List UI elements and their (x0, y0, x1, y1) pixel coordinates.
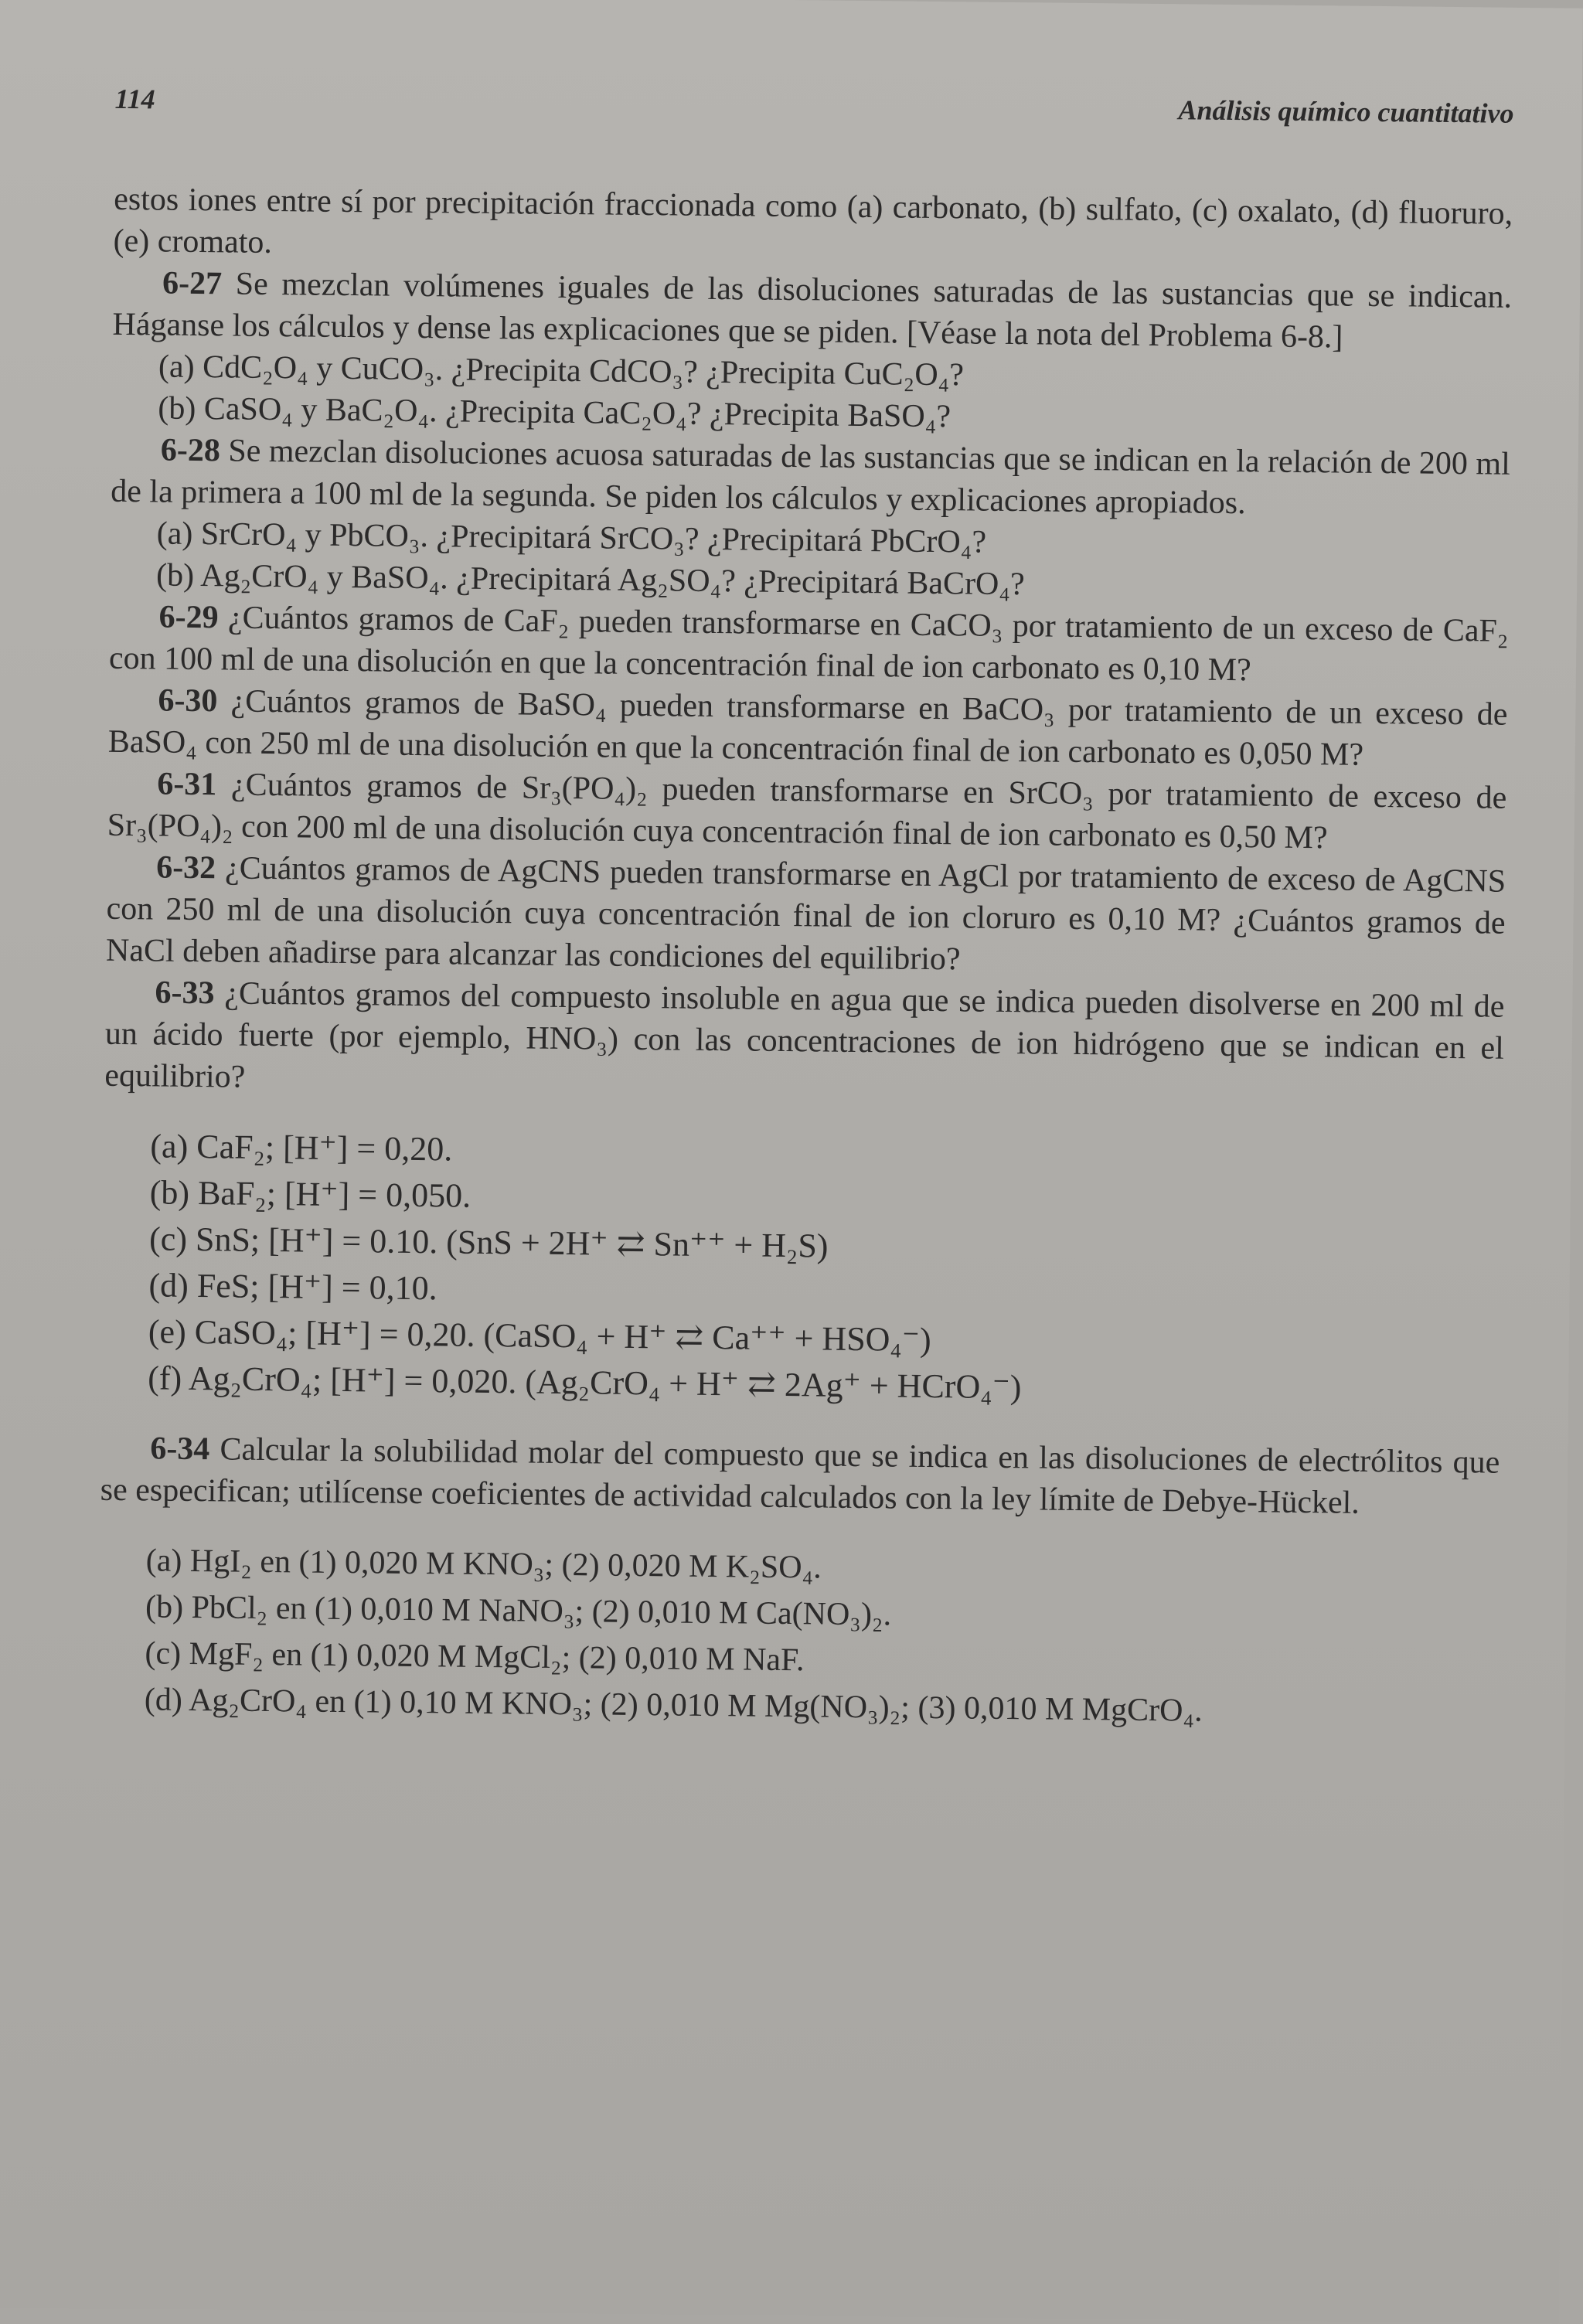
problem-6-29 (109, 596, 1509, 694)
continuation-paragraph: estos iones entre sí por precipitación fraccionada como (a) carbonato, (b) sulfato, (c) oxalato, (d) fluoruro, (e) cromato. (113, 181, 1513, 260)
list-item: (b) BaF₂; [H⁺] = 0,050. (149, 1173, 471, 1215)
list-item: (f) Ag₂CrO₄; [H⁺] = 0,020. (Ag₂CrO₄ + H⁺ ⇄ 2Ag⁺ + HCrO₄⁻) (148, 1359, 1022, 1407)
problem-text: ¿Cuántos gramos de BaSO₄ pueden transformarse en BaCO₃ por tratamiento de un exceso de BaSO₄ con 250 ml de una disolución en que la concentración final de ion carbonato es 0,050 M? (107, 683, 1508, 773)
problem-number: 6-30 (158, 682, 218, 720)
problem-6-31 (107, 763, 1506, 861)
problem-number: 6-28 (160, 432, 221, 469)
problem-text: ¿Cuántos gramos de CaF₂ pueden transformarse en CaCO₃ por tratamiento de un exceso de CaF₂ con 100 ml de una disolución en que la concentración final de ion carbonato es 0,10 M? (108, 600, 1509, 689)
problem-number: 6-29 (158, 599, 219, 636)
list-item: (a) CaF₂; [H⁺] = 0,20. (150, 1127, 453, 1169)
problem-text: Se mezclan volúmenes iguales de las disoluciones saturadas de las sustancias que se indican. Háganse los cálculos y dense las explicaciones que se piden. [Véase la nota del Problema 6-8.] (112, 266, 1513, 356)
list-item: (b) Ag₂CrO₄ y BaSO₄. ¿Precipitará Ag₂SO₄? ¿Precipitará BaCrO₄? (155, 557, 1025, 603)
problem-6-34 (100, 1427, 1500, 1526)
problem-6-33 (104, 971, 1505, 1111)
problem-number: 6-31 (157, 766, 217, 803)
list-item: (e) CaSO₄; [H⁺] = 0,20. (CaSO₄ + H⁺ ⇄ Ca⁺⁺ + HSO₄⁻) (148, 1312, 931, 1359)
problem-text: ¿Cuántos gramos del compuesto insoluble en agua que se indica pueden disolverse en 200 ml de un ácido fuerte (por ejemplo, HNO₃) con las concentraciones de ion hidrógeno que se indican en el equilibrio? (104, 975, 1505, 1095)
problem-number: 6-27 (162, 265, 223, 302)
problem-number: 6-32 (155, 849, 216, 886)
page-number: 114 (114, 83, 155, 115)
page-header (114, 83, 1514, 144)
list-item: (a) CdC₂O₄ y CuCO₃. ¿Precipita CdCO₃? ¿Precipita CuC₂O₄? (158, 349, 965, 393)
page-body (98, 179, 1513, 1737)
problem-number: 6-34 (150, 1431, 210, 1468)
problem-number: 6-33 (155, 975, 215, 1012)
problem-text: Calcular la solubilidad molar del compuesto que se indica en las disoluciones de electrólitos que se especifican; utilícense coeficientes de actividad calculados con la ley límite de Debye-Hückel. (100, 1431, 1500, 1521)
problem-6-30 (108, 679, 1508, 778)
list-item: (d) Ag₂CrO₄ en (1) 0,10 M KNO₃; (2) 0,010 M Mg(NO₃)₂; (3) 0,010 M MgCrO₄. (144, 1682, 1203, 1729)
list-item: (c) SnS; [H⁺] = 0.10. (SnS + 2H⁺ ⇄ Sn⁺⁺ + H₂S) (148, 1220, 829, 1265)
problem-6-28 (111, 429, 1510, 527)
running-head: Análisis químico cuantitativo (1178, 94, 1514, 129)
list-item: (b) PbCl₂ en (1) 0,010 M NaNO₃; (2) 0,010 M Ca(NO₃)₂. (145, 1589, 892, 1633)
problem-text: Se mezclan disoluciones acuosa saturadas de las sustancias que se indican en la relación de 200 ml de la primera a 100 ml de la segunda. Se piden los cálculos y explicaciones apropiados. (111, 433, 1511, 522)
problem-6-27 (112, 262, 1512, 360)
solubility-item-list (98, 1537, 1499, 1737)
list-item: (a) HgI₂ en (1) 0,020 M KNO₃; (2) 0,020 M K₂SO₄. (145, 1543, 822, 1586)
list-item: (b) CaSO₄ y BaC₂O₄. ¿Precipita CaC₂O₄? ¿Precipita BaSO₄? (158, 390, 952, 435)
list-item: (d) FeS; [H⁺] = 0,10. (148, 1266, 437, 1308)
problem-6-32 (106, 846, 1506, 986)
sub-item-list (101, 1123, 1503, 1416)
list-item: (c) MgF₂ en (1) 0,020 M MgCl₂; (2) 0,010 M NaF. (145, 1635, 805, 1679)
list-item: (a) SrCrO₄ y PbCO₃. ¿Precipitará SrCO₃? ¿Precipitará PbCrO₄? (156, 515, 987, 560)
problem-text: ¿Cuántos gramos de AgCNS pueden transformarse en AgCl por tratamiento de exceso de AgCNS con 250 ml de una disolución cuya concentración final de ion cloruro es 0,10 M? ¿Cuántos gramos de NaCl deben añadirse para alcanzar las condiciones del equilibrio? (105, 850, 1506, 978)
problem-text: ¿Cuántos gramos de Sr₃(PO₄)₂ pueden transformarse en SrCO₃ por tratamiento de exceso de Sr₃(PO₄)₂ con 200 ml de una disolución cuya concentración final de ion carbonato es 0,50 M? (107, 767, 1507, 856)
